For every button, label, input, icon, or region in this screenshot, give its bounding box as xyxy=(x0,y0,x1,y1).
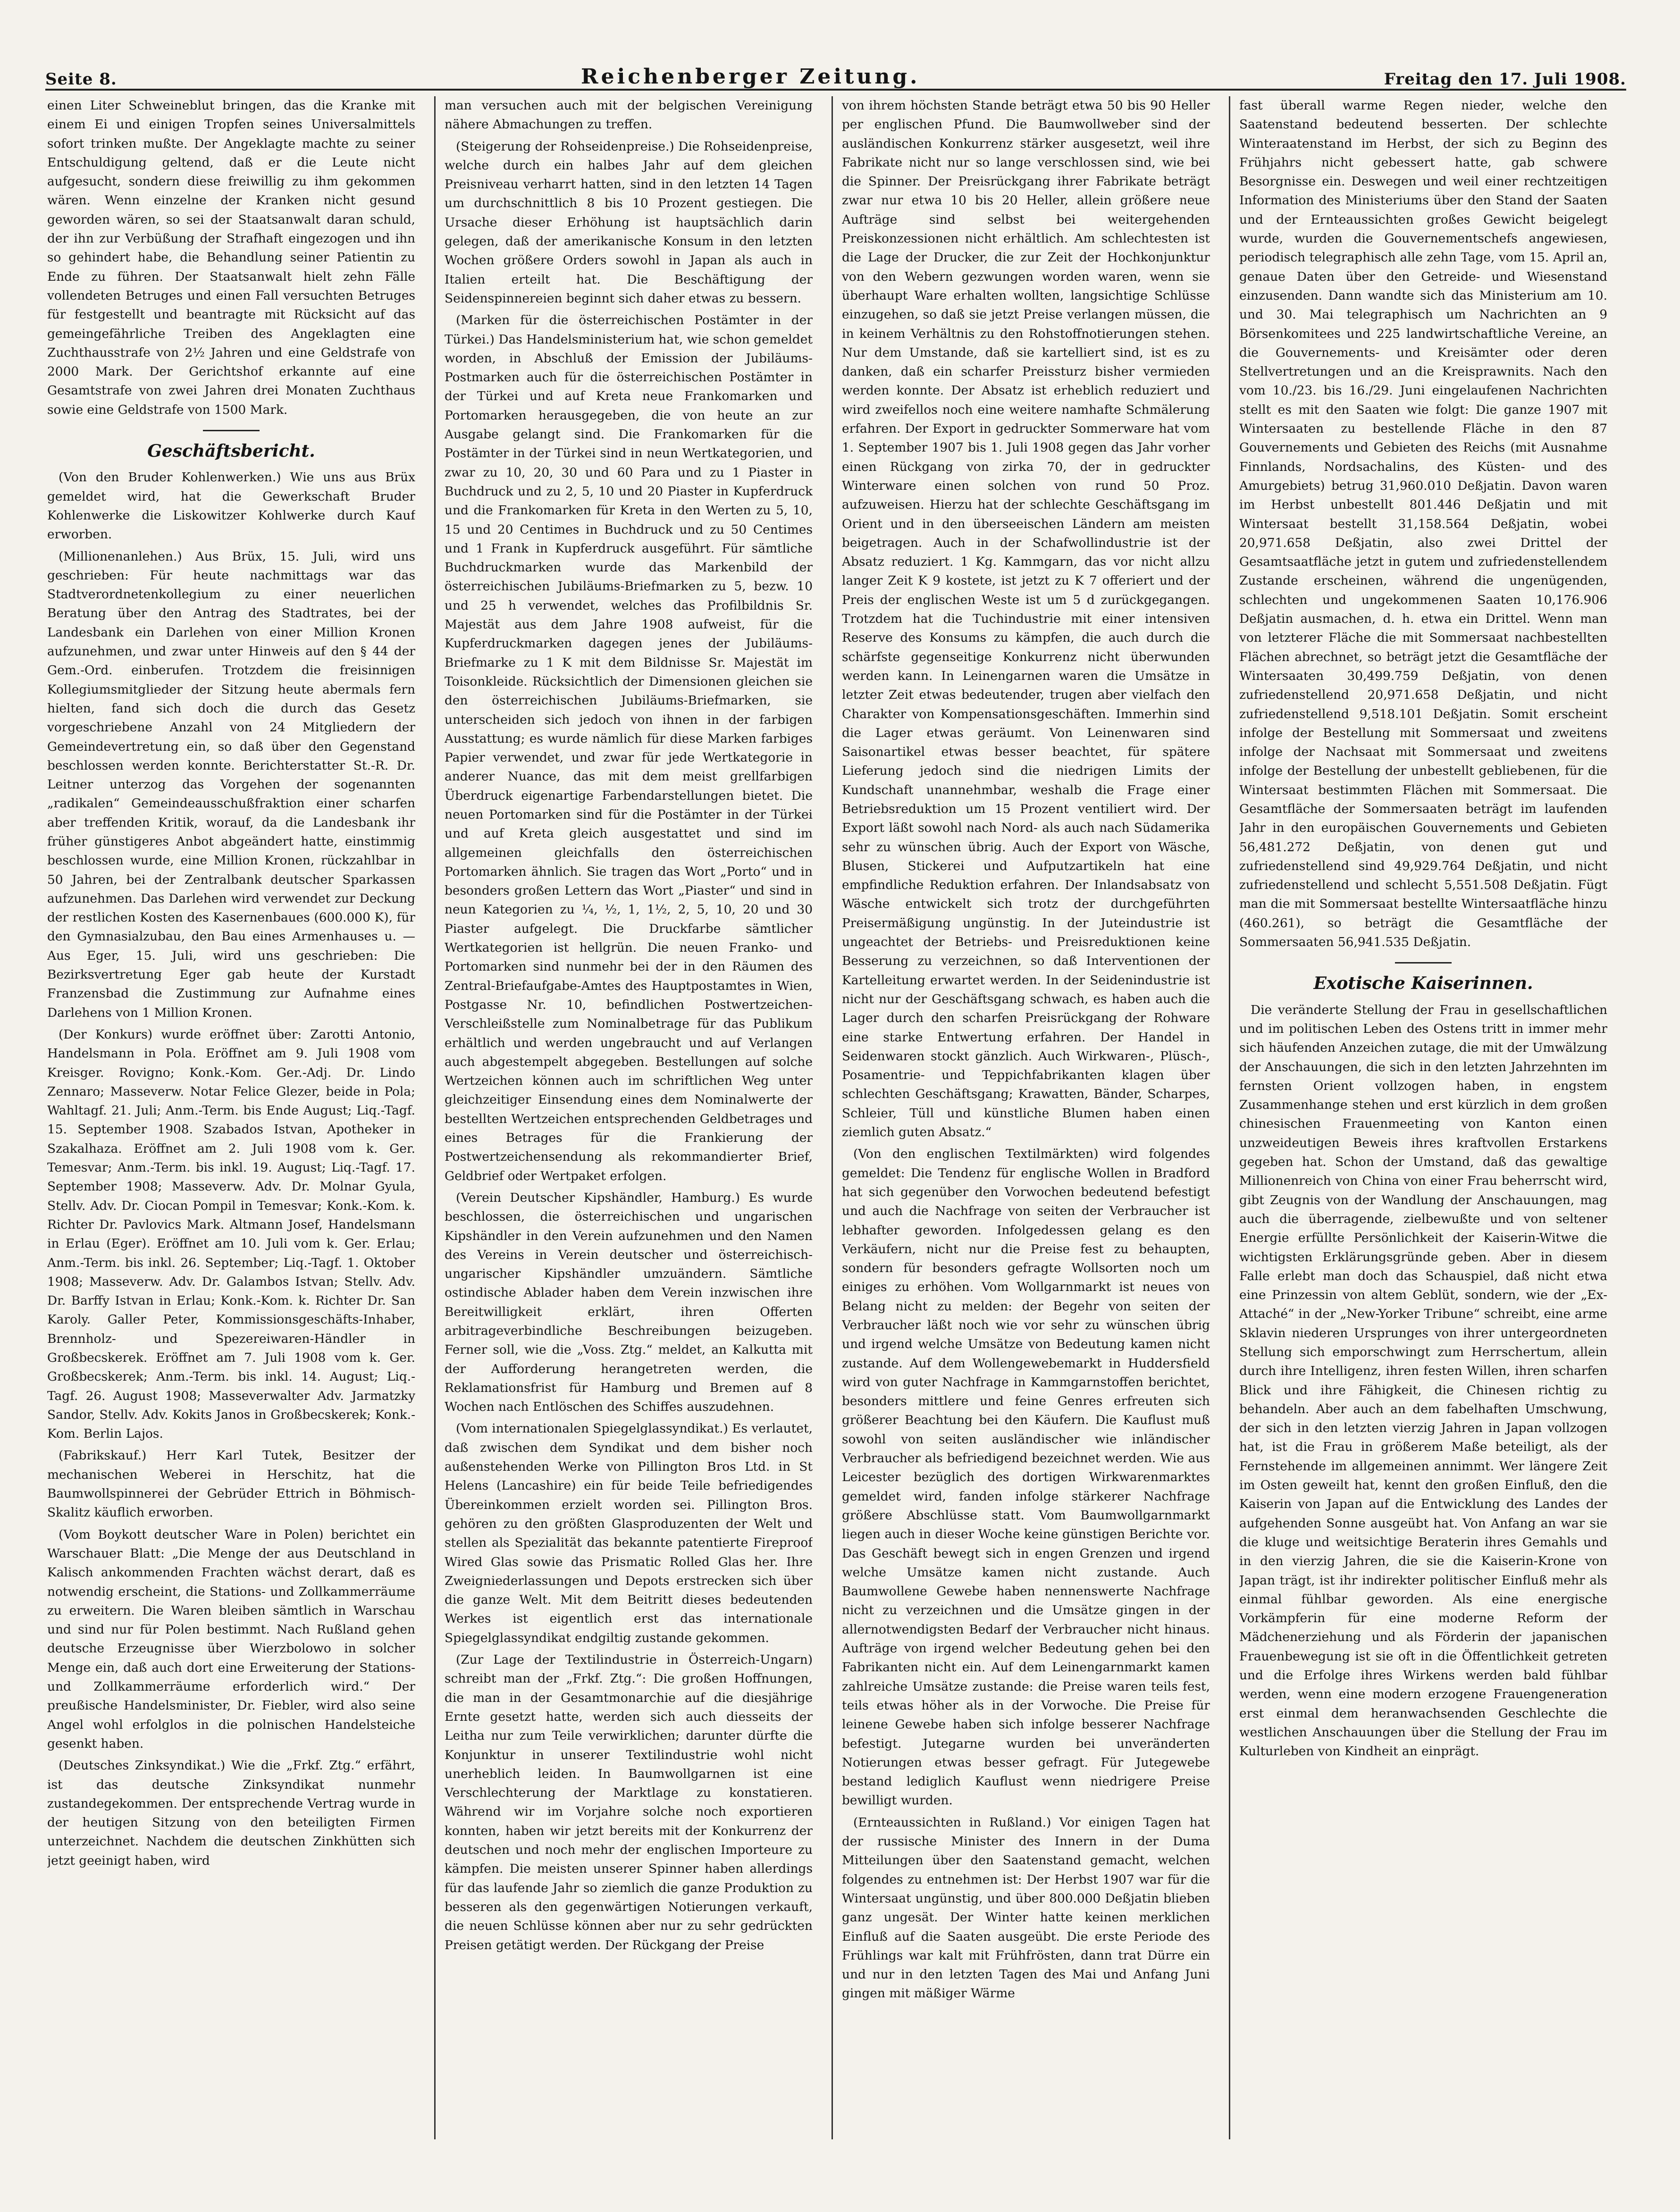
news-item: (Deutsches Zinksyndikat.) Wie die „Frkf. Ztg.“ erfährt, ist das deutsche Zinksyndikat nunmehr zustandegekommen. Der entsprechende Vertrag wurde in der heutigen Sitzung von den beteiligten Firmen unterzeichnet. Nachdem die deutschen Zinkhütten sich jetzt geeinigt haben, wird xyxy=(47,1758,415,1868)
news-item: (Zur Lage der Textilindustrie in Österreich-Ungarn) schreibt man der „Frkf. Ztg.“: Die großen Hoffnungen, die man in der Gesamtmonarchie auf die diesjährige Ernte gesetzt hatte, werden sich auch diesseits der Leitha nur zum Teile verwirklichen; darunter dürfte die Konjunktur in unserer Textilindustrie wohl nicht unerheblich leiden. In Baumwollgarnen ist eine Verschlechterung der Marktlage zu konstatieren. Während wir im Vorjahre solche noch exportieren konnten, haben wir jetzt bereits mit der Konkurrenz der deutschen und noch mehr der englischen Importeure zu kämpfen. Die meisten unserer Spinner haben allerdings für das laufende Jahr so ziemlich die ganze Produktion zu besseren als den gegenwärtigen Notierungen verkauft, die neuen Schlüsse können aber nur zu sehr gedrückten Preisen getätigt werden. Der Rückgang der Preise xyxy=(445,1652,813,1952)
article-paragraph: von ihrem höchsten Stande beträgt etwa 50 bis 90 Heller per englischen Pfund. Die Baumwollweber sind der ausländischen Konkurrenz stärker ausgesetzt, weil ihre Fabrikate nicht nur so lange verschlossen sind, wie bei die Spinner. Der Preisrückgang ihrer Fabrikate beträgt zwar nur etwa 10 bis 20 Heller, allein größere neue Aufträge sind selbst bei weitergehenden Preiskonzessionen nicht erhältlich. Am schlechtesten ist die Lage der Drucker, die zur Zeit der Hochkonjunktur von den Webern gezwungen worden waren, wenn sie überhaupt Ware erhalten wollten, langsichtige Schlüsse einzugehen, so daß sie jetzt Preise verlangen müssen, die in keinem Verhältnis zu den Rohstoffnotierungen stehen. Nur dem Umstande, daß sie kartelliert sind, ist es zu danken, daß ein scharfer Preissturz bisher vermieden werden konnte. Der Absatz ist erheblich reduziert und wird zweifellos noch eine weitere namhafte Schmälerung erfahren. Der Export in gedruckter Sommerware hat vom 1. September 1907 bis 1. Juli 1908 gegen das Jahr vorher einen Rückgang von zirka 70, der in gedruckter Winterware einen solchen von rund 50 Proz. aufzuweisen. Hierzu hat der schlechte Geschäftsgang im Orient und in den überseeischen Ländern am meisten beigetragen. Auch in der Schafwollindustrie ist der Absatz reduziert. 1 Kg. Kammgarn, das vor nicht allzu langer Zeit K 9 kostete, ist jetzt zu K 7 offeriert und der Preis der englischen Weste ist um 5 d zurückgegangen. Trotzdem hat die Tuchindustrie mit einer intensiven Reserve des Konsums zu kämpfen, die auch durch die schärfste gegenseitige Konkurrenz nicht überwunden werden kann. In Leinengarnen waren die Umsätze in letzter Zeit etwas bedeutender, trugen aber vielfach den Charakter von Kompensationsgeschäften. Immerhin sind die Lager etwas geräumt. Von Leinenwaren sind Saisonartikel etwas besser beachtet, für spätere Lieferung jedoch sind die niedrigen Limits der Kundschaft unannehmbar, weshalb die Frage einer Betriebsreduktion um 15 Prozent ventiliert wird. Der Export läßt sowohl nach Nord- als auch nach Südamerika sehr zu wünschen übrig. Auch der Export von Wäsche, Blusen, Stickerei und Aufputzartikeln hat eine empfindliche Reduktion erfahren. Der Inlandsabsatz von Wäsche entwickelt sich trotz der durchgeführten Preisermäßigung ungünstig. In der Juteindustrie ist ungeachtet der Betriebs- und Preisreduktionen keine Besserung zu verzeichnen, so daß Interventionen der Kartelleitung erwartet werden. In der Seidenindustrie ist nicht nur der Geschäftsgang schwach, es haben auch die Lager durch den scharfen Preisrückgang der Rohware eine starke Entwertung erfahren. Der Handel in Seidenwaren stockt gänzlich. Auch Wirkwaren-, Plüsch-, Posamentrie- und Teppichfabrikanten klagen über schlechten Geschäftsgang; Krawatten, Bänder, Scharpes, Schleier, Tüll und künstliche Blumen haben einen ziemlich guten Absatz.“ xyxy=(842,98,1210,1140)
article-paragraph: einen Liter Schweineblut bringen, das die Kranke mit einem Ei und einigen Tropfen seines Universalmittels sofort trinken mußte. Der Angeklagte machte zu seiner Entschuldigung geltend, daß er die Leute nicht aufgesucht, sondern diese freiwillig zu ihm gekommen wären. Wenn einzelne der Kranken nicht gesund geworden wären, so sei der Staatsanwalt daran schuld, der ihn zur Verbüßung der Strafhaft eingezogen und ihn so gehindert habe, die Behandlung seiner Patientin zu Ende zu führen. Der Staatsanwalt hielt zehn Fälle vollendeten Betruges und einen Fall versuchten Betruges für festgestellt und beantragte mit Rücksicht auf das gemeingefährliche Treiben des Angeklagten eine Zuchthausstrafe von 2½ Jahren und eine Geldstrafe von 2000 Mark. Der Gerichtshof erkannte auf eine Gesamtstrafe von zwei Jahren drei Monaten Zuchthaus sowie eine Geldstrafe von 1500 Mark. xyxy=(47,98,415,417)
column-rule xyxy=(832,96,833,2139)
article-paragraph: fast überall warme Regen nieder, welche den Saatenstand bedeutend besserten. Der schlechte Winteraatenstand im Herbst, der sich zu Beginn des Frühjahrs nicht gebessert hatte, gab schwere Besorgnisse ein. Deswegen und weil einer rechtzeitigen Information des Ministeriums über den Stand der Saaten und der Ernteaussichten großes Gewicht beigelegt wurde, wurden die Gouvernementschefs angewiesen, periodisch telegraphisch alle zehn Tage, vom 15. April an, genaue Daten über den Getreide- und Wiesenstand einzusenden. Dann wandte sich das Ministerium am 10. und 30. Mai telegraphisch um Nachrichten an 9 Börsenkomitees und 225 landwirtschaftliche Vereine, an die Gouvernements- und Kreisämter oder deren Stellvertretungen und an die Kreisprawnits. Nach den vom 10./23. bis 16./29. Juni eingelaufenen Nachrichten stellt es mit den Saaten wie folgt: Die ganze 1907 mit Wintersaaten zu bestellende Fläche in den 87 Gouvernements und Gebieten des Reichs (mit Ausnahme Finnlands, Nordsachalins, des Küsten- und des Amurgebiets) betrug 31,960.010 Deßjatin. Davon waren im Herbst unbestellt 801.446 Deßjatin und mit Wintersaat bestellt 31,158.564 Deßjatin, wobei 20,971.658 Deßjatin, also zwei Drittel der Gesamtsaatfläche jetzt in gutem und zufriedenstellendem Zustande erscheinen, während die ungenügenden, schlechten und ungekommenen Saaten 10,176.906 Deßjatin ausmachen, d. h. etwa ein Drittel. Wenn man von letzterer Fläche die mit Sommersaat nachbestellten Flächen abrechnet, so beträgt jetzt die Gesamtfläche der Wintersaaten 30,499.759 Deßjatin, von denen zufriedenstellend 20,971.658 Deßjatin, und nicht zufriedenstellend 9,518.101 Deßjatin. Somit erscheint infolge der Bestellung mit Sommersaat und zweitens infolge der Nachsaat mit Sommersaat und zweitens infolge der Bestellung der unbestellt gebliebenen, für die Wintersaat bestimmten Flächen mit Sommersaat. Die Gesamtfläche der Sommersaaten beträgt im laufenden Jahr in den europäischen Gouvernements und Gebieten 56,481.272 Deßjatin, von denen gut und zufriedenstellend sind 49,929.764 Deßjatin, und nicht zufriedenstellend und schlecht 5,551.508 Deßjatin. Fügt man die mit Sommersaat bestellte Wintersaatfläche hinzu (460.261), so beträgt die Gesamtfläche der Sommersaaten 56,941.535 Deßjatin. xyxy=(1239,98,1607,950)
news-item: (Vom internationalen Spiegelglassyndikat.) Es verlautet, daß zwischen dem Syndikat und dem bisher noch außenstehenden Werke von Pillington Bros Ltd. in St Helens (Lancashire) ein für beide Teile befriedigendes Übereinkommen erzielt worden sei. Pillington Bros. gehören zu den größten Glasproduzenten der Welt und stellen als Spezialität das bekannte patentierte Fireproof Wired Glas sowie das Prismatic Rolled Glas her. Ihre Zweigniederlassungen und Depots erstrecken sich über die ganze Welt. Mit dem Beitritt dieses bedeutenden Werkes ist eigentlich erst das internationale Spiegelglassyndikat endgiltig zustande gekommen. xyxy=(445,1421,813,1645)
article-paragraph: man versuchen auch mit der belgischen Vereinigung nähere Abmachungen zu treffen. xyxy=(445,98,813,132)
news-item: (Steigerung der Rohseidenpreise.) Die Rohseidenpreise, welche durch ein halbes Jahr auf dem gleichen Preisniveau verharrt hatten, sind in den letzten 14 Tagen um durchschnittlich 8 bis 10 Prozent gestiegen. Die Ursache dieser Erhöhung ist hauptsächlich darin gelegen, daß der amerikanische Konsum in den letzten Wochen größere Orders sowohl in Japan als auch in Italien erteilt hat. Die Beschäftigung der Seidenspinnereien beginnt sich daher etwas zu bessern. xyxy=(445,139,813,306)
news-item: (Millionenanlehen.) Aus Brüx, 15. Juli, wird uns geschrieben: Für heute nachmittags war das Stadtverordnetenkollegium zu einer neuerlichen Beratung über den Antrag des Stadtrates, bei der Landesbank ein Darlehen von einer Million Kronen aufzunehmen, und zwar unter Hinweis auf den § 44 der Gem.-Ord. einberufen. Trotzdem die freisinnigen Kollegiumsmitglieder der Sitzung heute abermals fern hielten, fand sich doch die durch das Gesetz vorgeschriebene Anzahl von 24 Mitgliedern der Gemeindevertretung ein, so daß über den Gegenstand beschlossen werden konnte. Berichterstatter St.-R. Dr. Leitner unterzog das Vorgehen der sogenannten „radikalen“ Gemeindeausschußfraktion einer scharfen aber treffenden Kritik, worauf, da die Landesbank ihr früher günstigeres Anbot abgeändert hatte, einstimmig beschlossen wurde, eine Million Kronen, rückzahlbar in 50 Jahren, bei der Zentralbank deutscher Sparkassen aufzunehmen. Das Darlehen wird verwendet zur Deckung der restlichen Kosten des Kasernenbaues (600.000 K), für den Gymnasialzubau, den Bau eines Armenhauses u. — Aus Eger, 15. Juli, wird uns geschrieben: Die Bezirksvertretung Eger gab heute der Kurstadt Franzensbad die Zustimmung zur Aufnahme eines Darlehens von 1 Million Kronen. xyxy=(47,549,415,1020)
section-divider xyxy=(203,430,260,431)
section-heading-geschaeftsbericht: Geschäftsbericht. xyxy=(147,441,315,461)
issue-date: Freitag den 17. Juli 1908. xyxy=(1384,70,1626,89)
column-rule xyxy=(1229,96,1230,2139)
column-3 xyxy=(842,96,1210,2139)
section-heading-exotische-kaiserinnen: Exotische Kaiserinnen. xyxy=(1313,973,1533,994)
news-item: (Vom Boykott deutscher Ware in Polen) berichtet ein Warschauer Blatt: „Die Menge der aus Deutschland in Kalisch ankommenden Frachten wächst derart, daß es notwendig erscheint, die Stations- und Zollkammerräume zu erweitern. Die Waren bleiben sämtlich in Warschau und sind nur für Polen bestimmt. Nach Rußland gehen deutsche Erzeugnisse über Wierzbolowo in solcher Menge ein, daß auch dort eine Erweiterung der Stations- und Zollkammerräume erforderlich wird.“ Der preußische Handelsminister, Dr. Fiebler, wird also seine Angel wohl erfolglos in die polnischen Handelsteiche gesenkt haben. xyxy=(47,1527,415,1751)
column-2 xyxy=(445,96,813,2139)
column-rule xyxy=(434,96,436,2139)
news-item: (Verein Deutscher Kipshändler, Hamburg.) Es wurde beschlossen, die österreichischen und ungarischen Kipshändler in den Verein aufzunehmen und den Namen des Vereins in Verein deutscher und österreichisch-ungarischer Kipshändler umzuändern. Sämtliche ostindische Ablader haben dem Verein inzwischen ihre Bereitwilligkeit erklärt, ihren Offerten arbitrageverbindliche Beschreibungen beizugeben. Ferner soll, wie die „Voss. Ztg.“ meldet, an Kalkutta mit der Aufforderung herangetreten werden, die Reklamationsfrist für Hamburg und Bremen auf 8 Wochen nach Entlöschen des Schiffes auszudehnen. xyxy=(445,1190,813,1415)
news-item: (Von den englischen Textilmärkten) wird folgendes gemeldet: Die Tendenz für englische Wollen in Bradford hat sich gegenüber den Vorwochen bedeutend befestigt und auch die Nachfrage von seiten der Verbraucher ist lebhafter geworden. Infolgedessen gelang es den Verkäufern, nicht nur die Preise fest zu behaupten, sondern für besonders gefragte Wollsorten noch um einiges zu erhöhen. Vom Wollgarnmarkt ist neues von Belang nicht zu melden: der Begehr von seiten der Verbraucher läßt noch wie vor sehr zu wünschen übrig und irgend welche Umsätze von Bedeutung kamen nicht zustande. Auf dem Wollengewebemarkt in Huddersfield wird von guter Nachfrage in Kammgarnstoffen berichtet, besonders mittlere und feine Genres erfreuten sich größerer Beachtung bei den Käufern. Die Kauflust muß sowohl von seiten ausländischer wie inländischer Verbraucher als befriedigend bezeichnet werden. Wie aus Leicester bezüglich des dortigen Wirkwarenmarktes gemeldet wird, fanden infolge stärkerer Nachfrage größere Abschlüsse statt. Vom Baumwollgarnmarkt liegen auch in dieser Woche keine günstigen Berichte vor. Das Geschäft bewegt sich in engen Grenzen und irgend welche Umsätze kamen nicht zustande. Auch Baumwollene Gewebe haben nennenswerte Nachfrage nicht zu verzeichnen und die Umsätze gingen in der allernotwendigsten Bedarf der Verbraucher nicht hinaus. Aufträge von irgend welcher Bedeutung gehen bei den Fabrikanten nicht ein. Auf dem Leinengarnmarkt kamen zahlreiche Umsätze zustande: die Preise waren teils fest, teils etwas höher als in der Vorwoche. Die Preise für leinene Gewebe haben sich infolge besserer Nachfrage befestigt. Jutegarne wurden bei unveränderten Notierungen etwas besser gefragt. Für Jutegewebe bestand lediglich Kauflust wenn niedrigere Preise bewilligt wurden. xyxy=(842,1147,1210,1808)
page-header xyxy=(45,56,1626,91)
page-number: Seite 8. xyxy=(45,70,117,89)
news-item: (Der Konkurs) wurde eröffnet über: Zarotti Antonio, Handelsmann in Pola. Eröffnet am 9. Juli 1908 vom Kreisger. Rovigno; Konk.-Kom. Ger.-Adj. Dr. Lindo Zennaro; Masseverw. Notar Felice Glezer, beide in Pola; Wahltagf. 21. Juli; Anm.-Term. bis Ende August; Liq.-Tagf. 15. September 1908. Szabados Istvan, Apotheker in Szakalhaza. Eröffnet am 2. Juli 1908 vom k. Ger. Temesvar; Anm.-Term. bis inkl. 19. August; Liq.-Tagf. 17. September 1908; Masseverw. Adv. Dr. Molnar Gyula, Stellv. Adv. Dr. Ciocan Pompil in Temesvar; Konk.-Kom. k. Richter Dr. Pavlovics Mark. Altmann Josef, Handelsmann in Erlau (Eger). Eröffnet am 10. Juli vom k. Ger. Erlau; Anm.-Term. bis inkl. 26. September; Liq.-Tagf. 1. Oktober 1908; Masseverw. Adv. Dr. Galambos Istvan; Stellv. Adv. Dr. Barffy Istvan in Erlau; Konk.-Kom. k. Richter Dr. San Karoly. Galler Peter, Kommissionsgeschäfts-Inhaber, Brennholz- und Spezereiwaren-Händler in Großbecskerek. Eröffnet am 7. Juli 1908 vom k. Ger. Großbecskerek; Anm.-Term. bis inkl. 14. August; Liq.-Tagf. 26. August 1908; Masseverwalter Adv. Jarmatzky Sandor, Stellv. Adv. Kokits Janos in Großbecskerek; Konk.-Kom. Berlin Lajos. xyxy=(47,1027,415,1441)
news-item: (Fabrikskauf.) Herr Karl Tutek, Besitzer der mechanischen Weberei in Herschitz, hat die Baumwollspinnerei der Gebrüder Ettrich in Böhmisch-Skalitz käuflich erworben. xyxy=(47,1448,415,1520)
section-divider xyxy=(1395,962,1452,964)
news-item: (Ernteaussichten in Rußland.) Vor einigen Tagen hat der russische Minister des Innern in der Duma Mitteilungen über den Saatenstand gemacht, welchen folgendes zu entnehmen ist: Der Herbst 1907 war für die Wintersaat ungünstig, und über 800.000 Deßjatin blieben ganz ungesät. Der Winter hatte keinen merklichen Einfluß auf die Saaten ausgeübt. Die erste Periode des Frühlings war kalt mit Frühfrösten, dann trat Dürre ein und nur in den letzten Tagen des Mai und Anfang Juni gingen mit mäßiger Wärme xyxy=(842,1815,1210,2001)
feuilleton-paragraph: Die veränderte Stellung der Frau in gesellschaftlichen und im politischen Leben des Ostens tritt in immer mehr sich häufenden Anzeichen zutage, die mit der Umwälzung der Anschauungen, die sich in den letzten Jahrzehnten im fernsten Orient vollzogen haben, in engstem Zusammenhange stehen und erst kürzlich in dem großen chinesischen Frauenmeeting von Kanton einen unzweideutigen Beweis ihres kraftvollen Erstarkens gegeben hat. Schon der Umstand, daß das gewaltige Millionenreich von China von einer Frau beherrscht wird, gibt Zeugnis von der Wandlung der Anschauungen, mag auch die überragende, zielbewußte und von seltener Energie erfüllte Persönlichkeit der Kaiserin-Witwe die wichtigsten Erklärungsgründe geben. Aber in diesem Falle erlebt man doch das Schauspiel, daß nicht etwa eine Prinzessin von altem Geblüt, sondern, wie der „Ex-Attaché“ in der „New-Yorker Tribune“ schreibt, eine arme Sklavin niederen Ursprunges von ihrer untergeordneten Stellung sich emporschwingt zum Herrschertum, allein durch ihre Intelligenz, ihren festen Willen, ihren scharfen Blick und ihre Fähigkeit, die Chinesen richtig zu behandeln. Aber auch an dem fabelhaften Umschwung, der sich in den letzten vierzig Jahren in Japan vollzogen hat, ist die Frau in größerem Maße beteiligt, als der Fernstehende im allgemeinen annimmt. Wer längere Zeit im Osten geweilt hat, kennt den großen Einfluß, den die Kaiserin von Japan auf die Entwicklung des Landes der aufgehenden Sonne ausgeübt hat. Von Anfang an war sie die kluge und weitsichtige Beraterin ihres Gemahls und in den vierzig Jahren, die sie die Kaiserin-Krone von Japan trägt, ist ihr indirekter politischer Einfluß mehr als einmal fühlbar geworden. Als eine energische Vorkämpferin für eine moderne Reform der Mädchenerziehung und als Förderin der japanischen Frauenbewegung ist sie oft in die Öffentlichkeit getreten und die Erfolge ihres Wirkens werden bald fühlbar werden, wenn eine modern erzogene Frauengeneration erst einmal dem heranwachsenden Geschlechte die westlichen Anschauungen über die Stellung der Frau im Kulturleben von Kindheit an einprägt. xyxy=(1239,1002,1607,1759)
news-item: (Von den Bruder Kohlenwerken.) Wie uns aus Brüx gemeldet wird, hat die Gewerkschaft Bruder Kohlenwerke die Liskowitzer Kohlwerke durch Kauf erworben. xyxy=(47,470,415,542)
column-4 xyxy=(1239,96,1607,2139)
newspaper-title: Reichenberger Zeitung. xyxy=(581,65,920,89)
column-1 xyxy=(47,96,415,2139)
news-item: (Marken für die österreichischen Postämter in der Türkei.) Das Handelsministerium hat, wie schon gemeldet worden, in Abschluß der Emission der Jubiläums-Postmarken auch für die österreichischen Postämter in der Türkei und auf Kreta neue Frankomarken und Portomarken herausgegeben, die von heute an zur Ausgabe gelangt sind. Die Frankomarken für die Postämter in der Türkei sind in neun Wertkategorien, und zwar zu 10, 20, 30 und 60 Para und zu 1 Piaster in Buchdruck und zu 2, 5, 10 und 20 Piaster in Kupferdruck und die Frankomarken für Kreta in den Werten zu 5, 10, 15 und 20 Centimes in Buchdruck und zu 50 Centimes und 1 Frank in Kupferdruck ausgeführt. Für sämtliche Buchdruckmarken wurde das Markenbild der österreichischen Jubiläums-Briefmarken zu 5, bezw. 10 und 25 h verwendet, welches das Profilbildnis Sr. Majestät aus dem Jahre 1908 aufweist, für die Kupferdruckmarken dagegen jenes der Jubiläums-Briefmarke zu 1 K mit dem Bildnisse Sr. Majestät im Toisonkleide. Rücksichtlich der Dimensionen gleichen sie den österreichischen Jubiläums-Briefmarken, sie unterscheiden sich jedoch von ihnen in der farbigen Ausstattung; es wurde nämlich für diese Marken farbiges Papier verwendet, und zwar für jede Wertkategorie in anderer Nuance, das mit dem meist grellfarbigen Überdruck eigenartige Farbendarstellungen bietet. Die neuen Portomarken sind für die Postämter in der Türkei und auf Kreta gleich ausgestattet und sind im allgemeinen gleichfalls den österreichischen Portomarken ähnlich. Sie tragen das Wort „Porto“ und in besonders großen Lettern das Wort „Piaster“ und sind in neun Kategorien zu ¼, ½, 1, 1½, 2, 5, 10, 20 und 30 Piaster aufgelegt. Die Druckfarbe sämtlicher Wertkategorien ist hellgrün. Die neuen Franko- und Portomarken sind nunmehr bei der in den Räumen des Zentral-Briefaufgabe-Amtes des Hauptpostamtes in Wien, Postgasse Nr. 10, befindlichen Postwertzeichen-Verschleißstelle zum Nominalbetrage für das Publikum erhältlich und werden ungebraucht und auf Verlangen auch abgestempelt abgegeben. Bestellungen auf solche Wertzeichen können auch im schriftlichen Weg unter gleichzeitiger Einsendung eines dem Nominalwerte der bestellten Wertzeichen entsprechenden Geldbetrages und eines Betrages für die Frankierung der Postwertzeichensendung als rekommandierter Brief, Geldbrief oder Wertpaket erfolgen. xyxy=(445,313,813,1183)
